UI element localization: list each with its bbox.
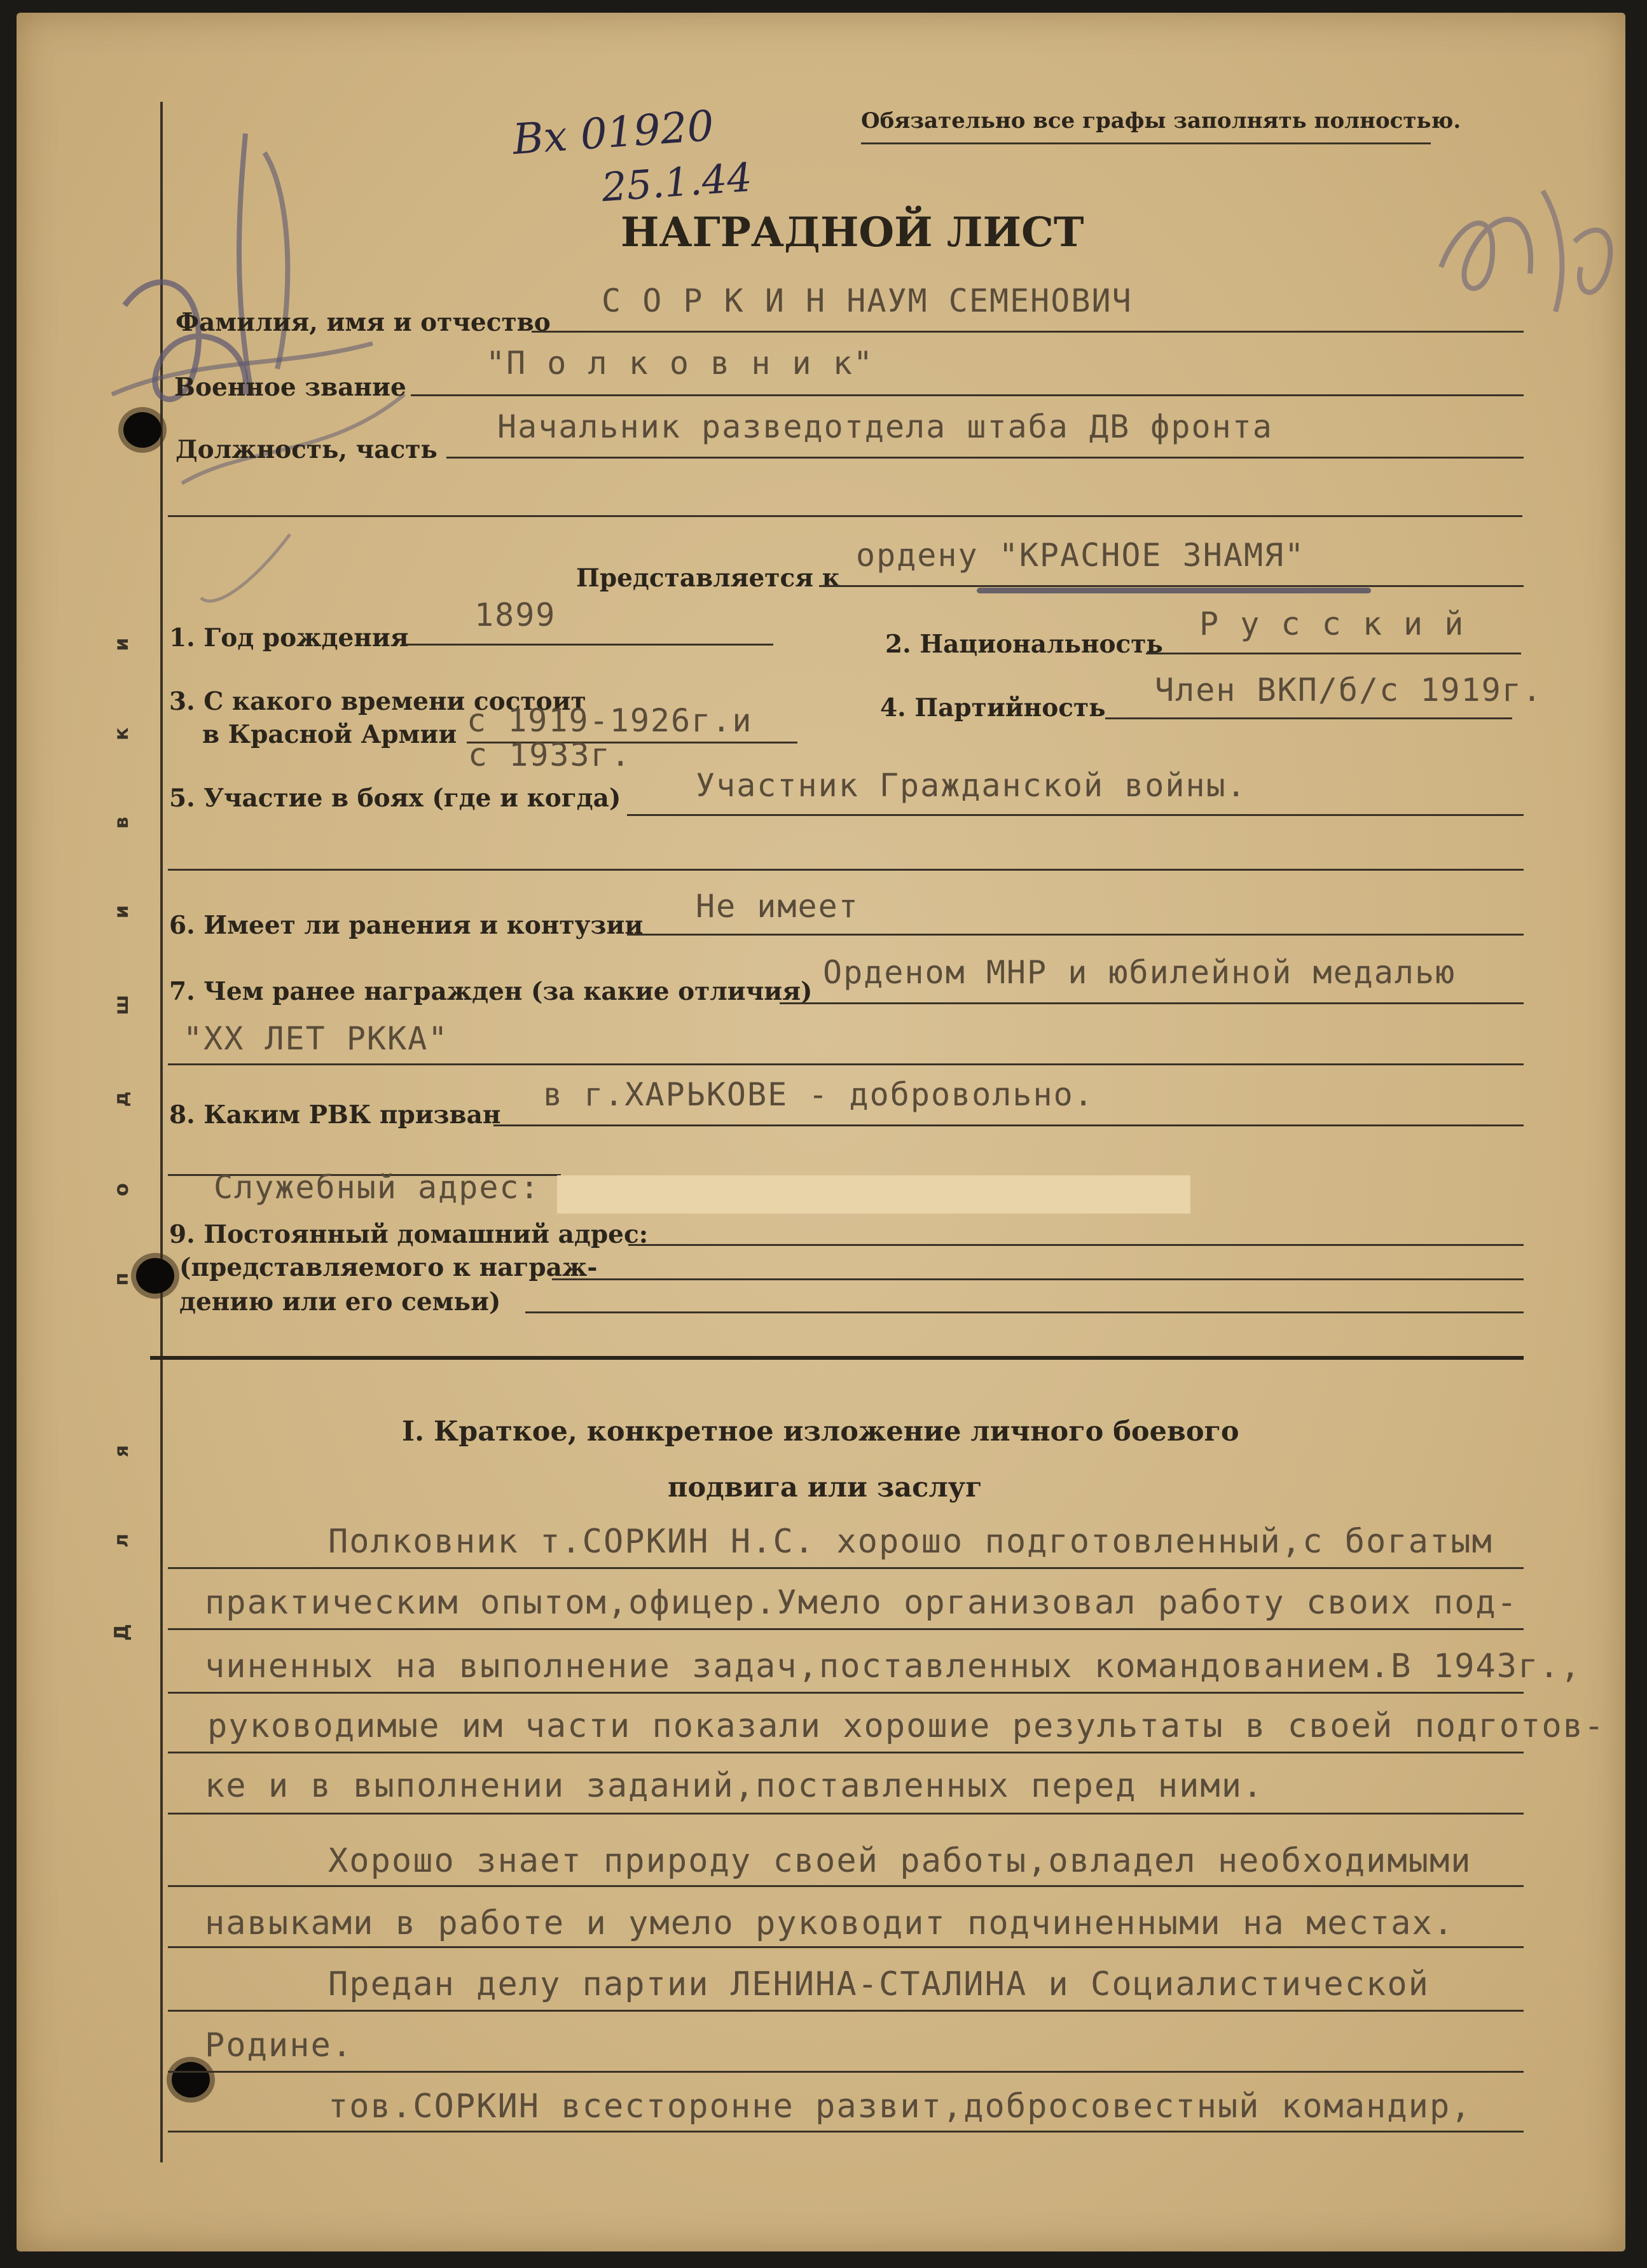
field-line [532,331,1524,333]
text-line: чиненных на выполнение задач,поставленных командованием.В 1943г., [205,1647,1582,1685]
field-line [168,869,1524,871]
rank-label: Военное звание [174,373,406,402]
nationality-label: 2. Национальность [885,630,1163,659]
handwritten-mark-right [1422,165,1625,331]
prev-awards-value: "ХХ ЛЕТ РККА" [183,1020,449,1057]
text-line: практическим опытом,офицер.Умело организовал работу своих под- [205,1584,1519,1622]
field-line [168,515,1522,517]
army-value: с 1919-1926г.и [467,702,753,739]
party-label: 4. Партийность [880,693,1106,723]
text-line: Хорошо знает природу своей работы,овладел необходимыми [328,1842,1472,1880]
redaction-block [557,1175,1190,1214]
wounds-value: Не имеет [696,888,859,925]
text-line: навыками в работе и умело руководит подчиненными на местах. [205,1904,1455,1942]
field-line [525,1311,1524,1313]
notice: Обязательно все графы заполнять полностью. [861,108,1461,134]
field-line [1146,653,1521,654]
rank-value: "П о л к о в н и к" [486,345,874,382]
text-line: Родине. [205,2026,354,2064]
field-line [404,644,773,646]
party-value: Член ВКП/б/с 1919г. [1155,672,1543,709]
award-value: ордену "КРАСНОЕ ЗНАМЯ" [856,537,1306,574]
field-line [780,1002,1524,1004]
section-heading: подвига или заслуг [668,1472,982,1504]
field-line [446,457,1524,459]
birth-label: 1. Год рождения [169,623,409,653]
field-line [168,1813,1524,1815]
battles-value: Участник Гражданской войны. [696,767,1247,804]
home-label: (представляемого к награж- [179,1253,598,1282]
field-line [627,934,1524,936]
text-line: Предан делу партии ЛЕНИНА-СТАЛИНА и Социалистической [328,1965,1430,2003]
field-line [168,1946,1524,1948]
section-divider [150,1356,1524,1360]
field-line [627,814,1524,816]
field-line [552,1278,1524,1280]
field-line [168,1567,1524,1569]
notice-underline [861,142,1431,144]
home-label: 9. Постоянный домашний адрес: [169,1220,649,1249]
field-line [168,2131,1524,2133]
margin-text: Для подшивки [111,561,133,1641]
position-value: Начальник разведотдела штаба ДВ фронта [497,408,1273,445]
wounds-label: 6. Имеет ли ранения и контузии [169,911,644,940]
field-line [168,2071,1524,2073]
service-address: Служебный адрес: [214,1169,541,1206]
text-line: руководимые им части показали хорошие результаты в своей подготов- [207,1707,1606,1745]
field-line [819,585,1524,587]
home-label: дению или его семьи) [179,1287,501,1317]
rvk-value: в г.ХАРЬКОВЕ - добровольно. [543,1076,1094,1113]
field-line [168,1063,1524,1065]
text-line: ке и в выполнении заданий,поставленных перед ними. [205,1767,1264,1805]
field-line [168,1628,1524,1630]
section-heading: I. Краткое, конкретное изложение личного боевого [402,1416,1239,1448]
rvk-label: 8. Каким РВК призван [169,1100,501,1130]
field-line [168,2010,1524,2012]
field-line [411,394,1524,396]
field-line [628,1244,1524,1246]
birth-value: 1899 [474,597,556,633]
name-value: С О Р К И Н НАУМ СЕМЕНОВИЧ [602,282,1133,319]
field-line [168,1692,1524,1694]
registry-number: Вх 01920 [511,101,715,164]
battles-label: 5. Участие в боях (где и когда) [169,784,621,813]
award-sheet-page [17,13,1625,2251]
prev-awards-value: Орденом МНР и юбилейной медалью [823,954,1456,991]
award-pencil-underline [977,588,1371,593]
army-label: 3. С какого времени состоит [169,687,586,716]
position-label: Должность, часть [176,435,438,464]
registry-date: 25.1.44 [600,153,754,211]
text-line: тов.СОРКИН всесторонне развит,добросовестный командир, [328,2087,1472,2126]
army-label: в Красной Армии [202,720,457,749]
field-line [168,1752,1524,1753]
page-title: НАГРАДНОЙ ЛИСТ [621,209,1084,256]
award-label: Представляется к [576,564,840,593]
field-line [493,1124,1524,1126]
field-line [168,1885,1524,1887]
field-line [1105,717,1512,719]
prev-awards-label: 7. Чем ранее награжден (за какие отличия) [169,977,813,1006]
punch-hole [172,2062,210,2098]
name-label: Фамилия, имя и отчество [176,308,551,337]
text-line: Полковник т.СОРКИН Н.С. хорошо подготовленный,с богатым [328,1523,1493,1561]
army-value: с 1933г. [468,736,631,773]
punch-hole [136,1258,174,1294]
nationality-value: Р у с с к и й [1199,605,1465,642]
